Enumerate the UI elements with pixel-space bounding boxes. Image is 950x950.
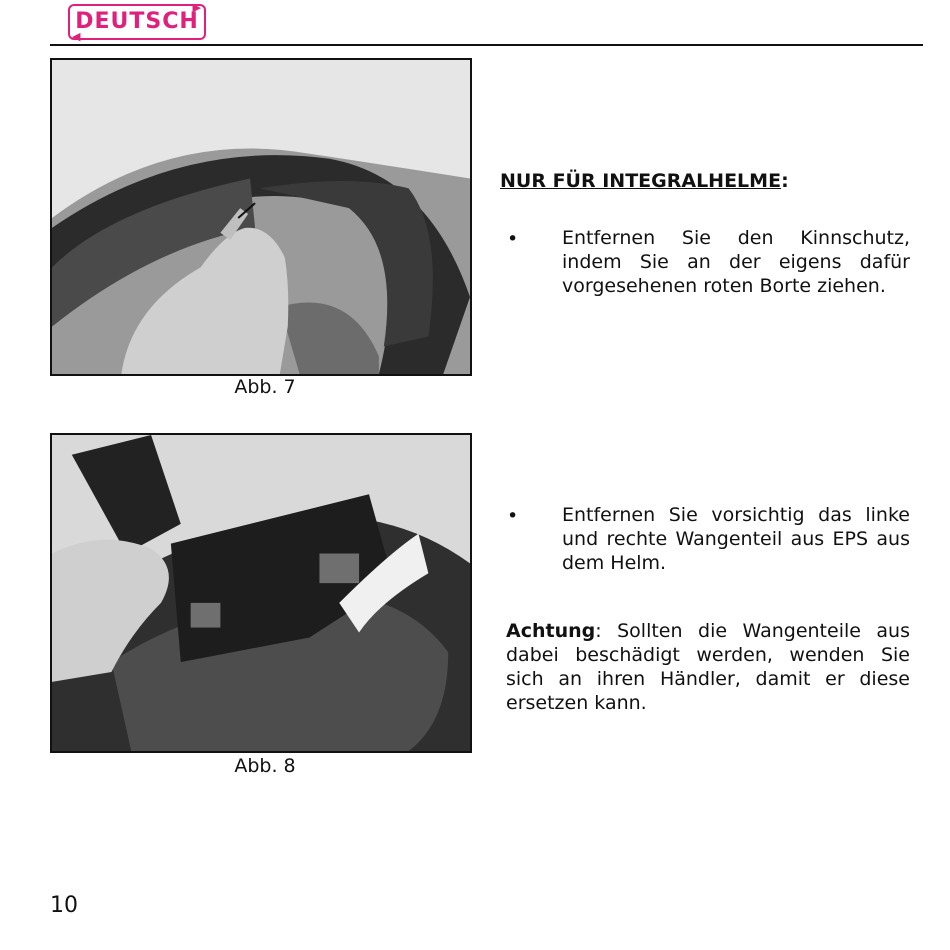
header-divider	[50, 44, 923, 46]
warning-text: : Sollten die Wangenteile aus dabei beschädigt werden, wenden Sie sich an ihren Händler, damit er diese ersetzen kann.	[506, 620, 910, 714]
step-2-text: Entfernen Sie vorsichtig das linke und rechte Wangenteil aus EPS aus dem Helm.	[562, 504, 910, 574]
figure-8-photo	[50, 433, 472, 753]
figure-8-caption: Abb. 8	[234, 755, 296, 777]
arrow-left-icon: ◀	[72, 30, 82, 43]
figure-7-photo	[50, 58, 472, 376]
bullet-marker: •	[507, 505, 519, 527]
section-heading: NUR FÜR INTEGRALHELME:	[500, 170, 789, 192]
arrow-right-icon: ▶	[192, 1, 202, 14]
bullet-marker: •	[507, 228, 519, 250]
helmet-chin-guard-image	[52, 60, 470, 374]
helmet-cheek-pad-image	[52, 435, 470, 751]
language-label: DEUTSCH	[75, 9, 199, 34]
language-badge	[68, 1, 206, 43]
figure-7-caption: Abb. 7	[234, 376, 296, 398]
warning-note	[506, 619, 910, 715]
step-1-text: Entfernen Sie den Kinnschutz, indem Sie an der eigens dafür vorgesehenen roten Borte ziehen.	[562, 227, 910, 297]
page-number: 10	[50, 893, 78, 918]
warning-label: Achtung	[506, 620, 596, 642]
